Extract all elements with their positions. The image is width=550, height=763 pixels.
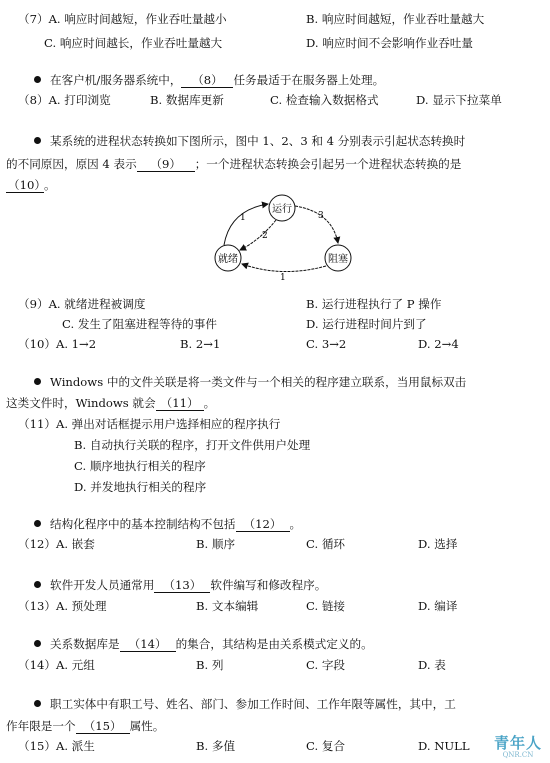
- q10-option-d: D. 2→4: [418, 337, 459, 351]
- q15-option-c: C. 复合: [306, 739, 346, 753]
- blank-10: （10）: [8, 178, 46, 192]
- q14-option-b: B. 列: [196, 658, 224, 672]
- q15-stem-line2: 作年限是一个 （15） 属性。: [6, 719, 165, 733]
- blank-13: （13）: [154, 578, 210, 593]
- q15-option-d: D. NULL: [418, 739, 470, 753]
- bullet-icon: [34, 76, 41, 83]
- q13-option-d: D. 编译: [418, 599, 458, 613]
- q8-option-b: B. 数据库更新: [150, 93, 224, 107]
- q9-option-c: C. 发生了阻塞进程等待的事件: [62, 317, 217, 331]
- q9-option-d: D. 运行进程时间片到了: [306, 317, 427, 331]
- watermark-sub-text: QNR.CN: [502, 751, 534, 759]
- blank-15: （15）: [76, 719, 130, 734]
- q10-option-c: C. 3→2: [306, 337, 347, 351]
- q7-option-a: （7）A. 响应时间越短，作业吞吐量越小: [18, 12, 227, 26]
- blank-14: （14）: [120, 637, 176, 652]
- q13-option-c: C. 链接: [306, 599, 346, 613]
- edge-running-to-blocked: [295, 206, 338, 243]
- q11-option-b: B. 自动执行关联的程序，打开文件供用户处理: [74, 438, 311, 452]
- q11-stem-line2: 这类文件时，Windows 就会 （11） 。: [6, 396, 216, 410]
- q15-option-a: （15）A. 派生: [18, 739, 95, 753]
- q15-stem-line1: 职工实体中有职工号、姓名、部门、参加工作时间、工作年限等属性，其中，工: [34, 697, 456, 711]
- blank-12: （12）: [236, 517, 290, 532]
- q7-option-b: B. 响应时间越短，作业吞吐量越大: [306, 12, 485, 26]
- process-state-diagram: [200, 188, 380, 283]
- q12-stem: 结构化程序中的基本控制结构不包括 （12） 。: [34, 517, 301, 532]
- q10-stem-line3: （10）。: [8, 178, 56, 192]
- q11-option-a: （11）A. 弹出对话框提示用户选择相应的程序执行: [18, 417, 281, 431]
- q11-option-c: C. 顺序地执行相关的程序: [74, 459, 206, 473]
- q13-option-a: （13）A. 预处理: [18, 599, 107, 613]
- q12-option-a: （12）A. 嵌套: [18, 537, 95, 551]
- watermark-logo: [494, 735, 542, 759]
- q9-option-a: （9）A. 就绪进程被调度: [18, 297, 146, 311]
- q9-stem-line2: 的不同原因，原因 4 表示 （9） ；一个进程状态转换会引起另一个进程状态转换的是: [6, 157, 462, 171]
- bullet-icon: [34, 700, 41, 707]
- edge-3-label: 3: [318, 211, 324, 221]
- q8-option-c: C. 检查输入数据格式: [270, 93, 379, 107]
- q8-option-d: D. 显示下拉菜单: [416, 93, 502, 107]
- q8-option-a: （8）A. 打印浏览: [18, 93, 111, 107]
- q11-stem-line1: Windows 中的文件关联是将一类文件与一个相关的程序建立联系，当用鼠标双击: [34, 375, 466, 389]
- state-ready-label: 就绪: [218, 254, 238, 265]
- q9-stem-line1: 某系统的进程状态转换如下图所示，图中 1、2、3 和 4 分别表示引起状态转换时: [34, 134, 465, 148]
- edge-running-to-ready: [240, 220, 276, 250]
- q9-option-b: B. 运行进程执行了 P 操作: [306, 297, 442, 311]
- bullet-icon: [34, 137, 41, 144]
- bullet-icon: [34, 378, 41, 385]
- q12-option-b: B. 顺序: [196, 537, 236, 551]
- q10-option-a: （10）A. 1→2: [18, 337, 97, 351]
- q7-option-c: C. 响应时间越长，作业吞吐量越大: [44, 36, 223, 50]
- bullet-icon: [34, 581, 41, 588]
- q12-option-d: D. 选择: [418, 537, 458, 551]
- q12-option-c: C. 循环: [306, 537, 346, 551]
- edge-2-label: 2: [262, 231, 268, 241]
- watermark-main-text: 青年人: [493, 734, 542, 752]
- q10-option-b: B. 2→1: [180, 337, 221, 351]
- q14-option-a: （14）A. 元组: [18, 658, 95, 672]
- q14-stem: 关系数据库是 （14） 的集合，其结构是由关系模式定义的。: [34, 637, 373, 652]
- state-blocked-label: 阻塞: [328, 254, 348, 265]
- blank-9: （9）: [137, 157, 195, 172]
- blank-8: （8）: [181, 73, 233, 88]
- q7-option-d: D. 响应时间不会影响作业吞吐量: [306, 36, 473, 50]
- q15-option-b: B. 多值: [196, 739, 236, 753]
- q13-stem: 软件开发人员通常用 （13） 软件编写和修改程序。: [34, 578, 326, 593]
- q13-option-b: B. 文本编辑: [196, 599, 259, 613]
- q14-option-c: C. 字段: [306, 658, 346, 672]
- edge-1-label: 1: [240, 213, 246, 223]
- blank-11: （11）: [156, 396, 204, 411]
- q14-option-d: D. 表: [418, 658, 446, 672]
- edge-4-label: 1: [280, 273, 286, 283]
- q11-option-d: D. 并发地执行相关的程序: [74, 480, 207, 494]
- bullet-icon: [34, 640, 41, 647]
- state-running-label: 运行: [272, 204, 292, 215]
- edge-blocked-to-ready: [242, 264, 326, 272]
- bullet-icon: [34, 520, 41, 527]
- q8-stem: 在客户机/服务器系统中， （8） 任务最适于在服务器上处理。: [34, 73, 384, 88]
